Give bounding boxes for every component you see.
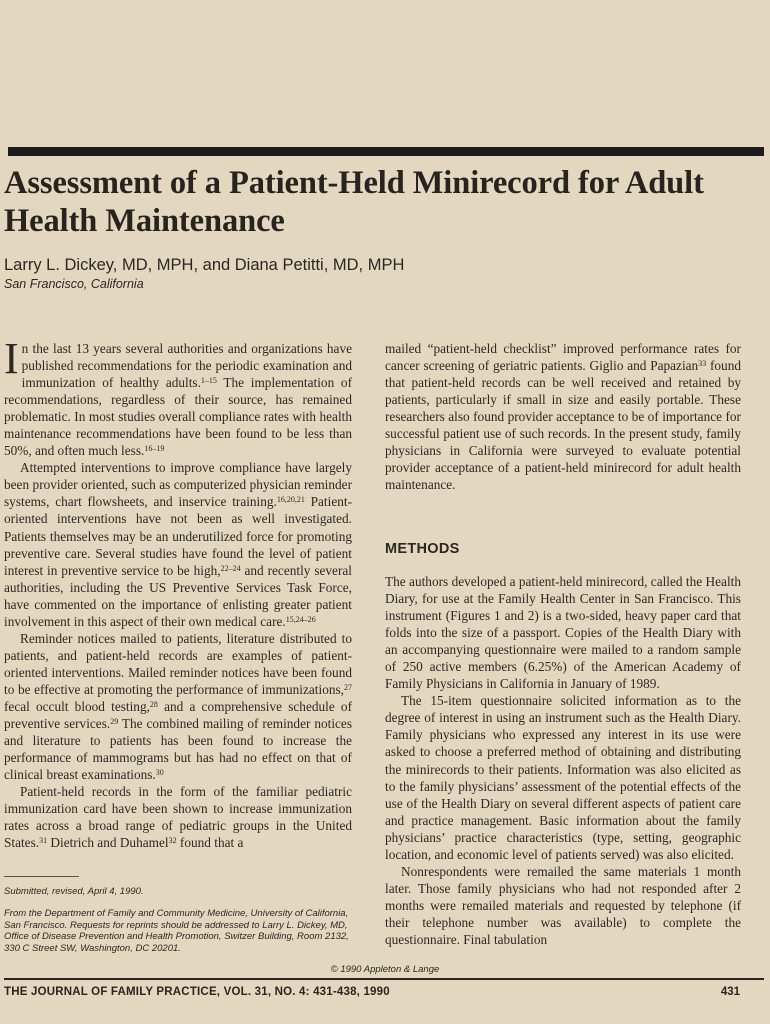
right-column-intro: [385, 340, 741, 493]
methods-paragraph-2: The 15-item questionnaire solicited information as to the degree of interest in using an instrument such as the Health Diary. Family physicians who expressed any interest in its use were asked to choose a preferred method of obtaining and distributing the minirecords to their patients. Information was also elicited as to the family physicians’ assessment of the potential effects of the use of the Health Diary on several different aspects of patient care and practice management. Basic information about the family physicians’ practice characteristics (type, setting, geographic location, and economic level of patients served) was also elicited.: [385, 693, 741, 862]
intro-paragraph-3: Reminder notices mailed to patients, literature distributed to patients, and patient-held records are examples of patient-oriented interventions. Mailed reminder notices have been found to be effective at promoting the performance of immunizations,$^{27}$ fecal occult blood testing,$^{28}$ and a comprehensive schedule of preventive services.$^{29}$ The combined mailing of reminder notices and literature to patients has been found to increase the performance of mammograms but has had no effect on that of clinical breast examinations.$^{30}$: [4, 630, 353, 783]
methods-section: [385, 573, 741, 948]
drop-cap: I: [4, 334, 19, 383]
footnote-affiliation: From the Department of Family and Community Medicine, University of California, San Francisco. Requests for reprints should be addressed to Larry L. Dickey, MD, Office of Disease Prevention and Health Promotion, Switzer Building, Room 2132, 330 C Street SW, Washington, DC 20201.: [4, 908, 349, 954]
footnote-rule: [4, 876, 79, 877]
article-authors: Larry L. Dickey, MD, MPH, and Diana Petitti, MD, MPH: [4, 256, 405, 274]
methods-paragraph-1: The authors developed a patient-held minirecord, called the Health Diary, for use at the Family Health Center in San Francisco. This instrument (Figures 1 and 2) is a two-sided, heavy paper card that folds into the size of a passport. Copies of the Health Diary with an accompanying questionnaire were mailed to a random sample of 250 active members (6.25%) of the American Academy of Family Physicians in California in January of 1989.: [385, 574, 741, 692]
show-through-text: [0, 0, 770, 140]
intro-paragraph-1: In the last 13 years several authorities and organizations have published recommendations for the periodic examination and immunization of healthy adults.$^{1-15}$ The implementation of recommendations, regardless of their source, has remained problematic. In most studies overall compliance rates with health maintenance recommendations have been found to be less than 50%, and often much less.$^{16-19}$: [4, 334, 352, 459]
methods-heading: METHODS: [385, 541, 460, 557]
methods-paragraph-3: Nonrespondents were remailed the same materials 1 month later. Those family physicians who had not responded after 2 months were remailed materials and requested by telephone (if their telephone number was available) to complete the questionnaire. Final tabulation: [385, 863, 741, 947]
intro-paragraph-4: Patient-held records in the form of the familiar pediatric immunization card have been shown to increase immunization rates across a broad range of pediatric groups in the United States.$^{31}$ Dietrich and Duhamel$^{32}$ found that a: [4, 784, 352, 851]
journal-citation: THE JOURNAL OF FAMILY PRACTICE, VOL. 31, NO. 4: 431-438, 1990: [4, 986, 390, 998]
footnote-submitted: Submitted, revised, April 4, 1990.: [4, 886, 144, 897]
article-title: Assessment of a Patient-Held Minirecord for Adult Health Maintenance: [4, 165, 704, 239]
footer-rule: [4, 978, 764, 980]
intro-paragraph-2: Attempted interventions to improve compliance have largely been provider oriented, such as computerized physician reminder systems, chart flowsheets, and inservice training.$^{16,20,21}$ Patient-oriented interventions have not been as well investigated. Patients themselves may be an underutilized force for promoting preventive care. Several studies have found the level of patient interest in preventive service to be high,$^{22-24}$ and recently several authorities, including the US Preventive Services Task Force, have commented on the importance of enlisting greater patient involvement in this aspect of their own medical care.$^{15,24-26}$: [4, 460, 352, 629]
header-rule: [8, 147, 764, 156]
copyright-line: © 1990 Appleton & Lange: [330, 964, 440, 975]
intro-continued-paragraph: mailed “patient-held checklist” improved performance rates for cancer screening of geriatric patients. Giglio and Papazian$^{33}$ found that patient-held records can be well received and retained by patients, particularly if small in size and easily portable. These researchers also found provider acceptance to be of importance for successful patient use of such records. In the present study, family physicians in California were surveyed to evaluate potential provider acceptance of a patient-held minirecord for adult health maintenance.: [385, 341, 741, 493]
page-number: 431: [720, 986, 740, 998]
left-column: [4, 334, 353, 851]
article-affiliation: San Francisco, California: [4, 277, 144, 291]
